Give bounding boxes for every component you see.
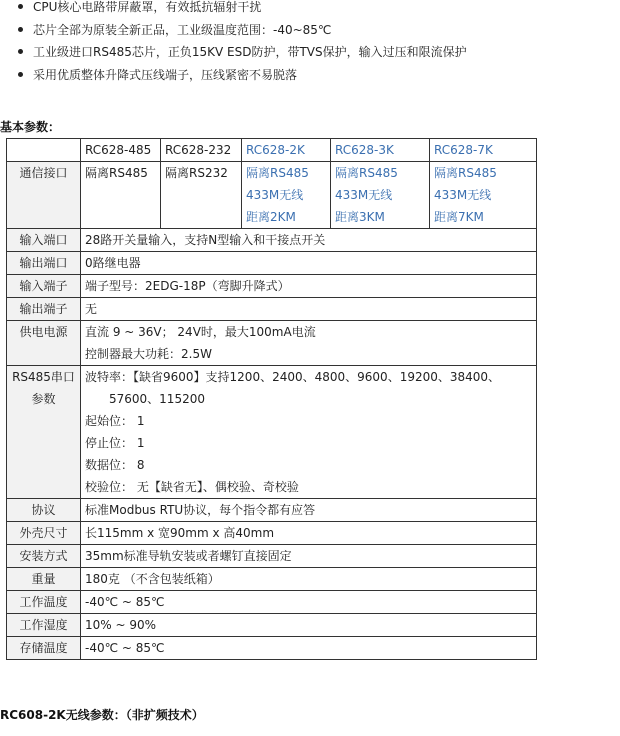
value-line: 停止位： 1 xyxy=(85,436,145,450)
row-label-line: 参数 xyxy=(31,392,56,406)
row-label: 重量 xyxy=(7,568,81,591)
row-label: 输入端口 xyxy=(7,229,81,252)
value-cell: 无 xyxy=(81,298,537,321)
model-cell: RC628-2K xyxy=(242,139,331,162)
value-cell: 端子型号：2EDG-18P（弯脚升降式） xyxy=(81,275,537,298)
feature-text: CPU核心电路带屏蔽罩，有效抵抗辐射干扰 xyxy=(33,0,262,14)
value-cell: 标准Modbus RTU协议，每个指令都有应答 xyxy=(81,499,537,522)
row-label: 供电电源 xyxy=(7,321,81,366)
value-cell: 长115mm x 宽90mm x 高40mm xyxy=(81,522,537,545)
table-row xyxy=(7,162,537,229)
row-label: 工作温度 xyxy=(7,591,81,614)
row-label-line: RS485串口 xyxy=(12,370,75,384)
value-cell: 10% ~ 90% xyxy=(81,614,537,637)
table-row xyxy=(7,366,537,499)
row-label: 输出端口 xyxy=(7,252,81,275)
table-row xyxy=(7,252,537,275)
row-label: 通信接口 xyxy=(7,162,81,229)
row-label: 输出端子 xyxy=(7,298,81,321)
value-cell xyxy=(331,162,430,229)
value-line: 隔离RS485 xyxy=(434,166,497,180)
feature-list xyxy=(18,0,618,86)
value-cell xyxy=(430,162,537,229)
list-item xyxy=(18,64,618,87)
value-cell: 隔离RS485 xyxy=(81,162,161,229)
value-cell: 35mm标准导轨安装或者螺钉直接固定 xyxy=(81,545,537,568)
value-cell: -40℃ ~ 85℃ xyxy=(81,637,537,660)
value-line: 起始位： 1 xyxy=(85,414,145,428)
table-row xyxy=(7,614,537,637)
value-line: 距离3KM xyxy=(335,210,385,224)
value-line: 距离7KM xyxy=(434,210,484,224)
value-line: 波特率：【缺省9600】支持1200、2400、4800、9600、19200、38400、 xyxy=(85,370,501,384)
basic-params-title: 基本参数： xyxy=(0,120,61,134)
table-row xyxy=(7,568,537,591)
row-label: 存储温度 xyxy=(7,637,81,660)
model-cell: RC628-485 xyxy=(81,139,161,162)
table-row xyxy=(7,298,537,321)
table-row xyxy=(7,591,537,614)
value-line: 数据位： 8 xyxy=(85,458,145,472)
bullet-icon xyxy=(18,72,23,77)
row-label xyxy=(7,366,81,499)
table-row xyxy=(7,139,537,162)
row-label: 安装方式 xyxy=(7,545,81,568)
row-label: 外壳尺寸 xyxy=(7,522,81,545)
list-item xyxy=(18,19,618,42)
bullet-icon xyxy=(18,4,23,9)
list-item xyxy=(18,41,618,64)
value-cell: 28路开关量输入，支持N型输入和干接点开关 xyxy=(81,229,537,252)
value-line: 校验位： 无【缺省无】、偶校验、奇校验 xyxy=(85,480,299,494)
table-row xyxy=(7,275,537,298)
value-cell: 180克 （不含包装纸箱） xyxy=(81,568,537,591)
value-line: 57600、115200 xyxy=(109,392,205,406)
value-cell xyxy=(81,321,537,366)
spec-table xyxy=(6,138,537,660)
model-cell: RC628-232 xyxy=(161,139,242,162)
model-cell: RC628-3K xyxy=(331,139,430,162)
row-label: 协议 xyxy=(7,499,81,522)
bullet-icon xyxy=(18,27,23,32)
row-label: 输入端子 xyxy=(7,275,81,298)
header-blank xyxy=(7,139,81,162)
value-cell: -40℃ ~ 85℃ xyxy=(81,591,537,614)
value-line: 距离2KM xyxy=(246,210,296,224)
table-row xyxy=(7,545,537,568)
value-cell xyxy=(242,162,331,229)
value-line: 隔离RS485 xyxy=(246,166,309,180)
value-line: 433M无线 xyxy=(335,188,393,202)
value-line: 433M无线 xyxy=(434,188,492,202)
wireless-params-title: RC608-2K无线参数：（非扩频技术） xyxy=(0,708,204,722)
list-item xyxy=(18,0,618,19)
table-row xyxy=(7,637,537,660)
feature-text: 芯片全部为原装全新正品，工业级温度范围：-40~85℃ xyxy=(33,22,332,37)
bullet-icon xyxy=(18,49,23,54)
table-row xyxy=(7,321,537,366)
model-cell: RC628-7K xyxy=(430,139,537,162)
value-cell xyxy=(81,366,537,499)
value-line: 隔离RS485 xyxy=(335,166,398,180)
value-line: 直流 9 ~ 36V； 24V时，最大100mA电流 xyxy=(85,325,316,339)
value-cell: 0路继电器 xyxy=(81,252,537,275)
table-row xyxy=(7,499,537,522)
value-line: 控制器最大功耗：2.5W xyxy=(85,347,212,361)
table-row xyxy=(7,229,537,252)
row-label: 工作湿度 xyxy=(7,614,81,637)
feature-text: 工业级进口RS485芯片，正负15KV ESD防护，带TVS保护，输入过压和限流保护 xyxy=(33,45,467,59)
feature-text: 采用优质整体升降式压线端子，压线紧密不易脱落 xyxy=(33,67,298,82)
value-line: 433M无线 xyxy=(246,188,304,202)
value-cell: 隔离RS232 xyxy=(161,162,242,229)
table-row xyxy=(7,522,537,545)
